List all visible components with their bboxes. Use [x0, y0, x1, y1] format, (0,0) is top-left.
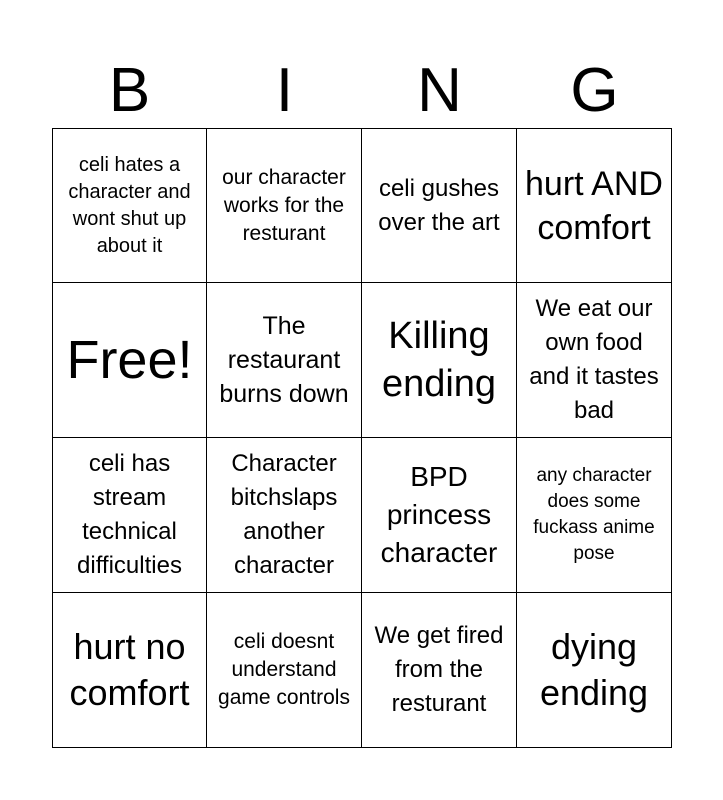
- bingo-cell[interactable]: [52, 128, 207, 283]
- cell-text: Killing ending: [381, 315, 497, 405]
- header-letter-b: B: [108, 56, 151, 125]
- cell-text: celi has stream technical difficulties: [77, 450, 182, 579]
- bingo-cell[interactable]: [207, 593, 362, 748]
- bingo-header: [52, 56, 672, 126]
- bingo-cell[interactable]: [362, 283, 517, 438]
- header-letter-n: N: [417, 56, 462, 125]
- header-letter-i: I: [275, 56, 294, 125]
- free-cell[interactable]: [52, 283, 207, 438]
- cell-text: celi hates a character and wont shut up about it: [68, 153, 191, 257]
- bingo-cell[interactable]: [517, 438, 672, 593]
- cell-text: our character works for the resturant: [222, 165, 346, 245]
- cell-text: Character bitchslaps another character: [230, 450, 338, 579]
- bingo-cell[interactable]: [52, 438, 207, 593]
- bingo-cell[interactable]: [52, 593, 207, 748]
- cell-text: celi gushes over the art: [378, 174, 500, 236]
- bingo-cell[interactable]: [362, 438, 517, 593]
- bingo-board: [52, 128, 672, 748]
- bingo-cell[interactable]: [207, 128, 362, 283]
- bingo-cell[interactable]: [517, 283, 672, 438]
- cell-text: We get fired from the resturant: [374, 622, 504, 717]
- bingo-cell[interactable]: [517, 128, 672, 283]
- bingo-cell[interactable]: [362, 128, 517, 283]
- cell-text: We eat our own food and it tastes bad: [529, 295, 659, 424]
- bingo-cell[interactable]: [362, 593, 517, 748]
- bingo-cell[interactable]: [207, 283, 362, 438]
- cell-text: celi doesnt understand game controls: [218, 630, 350, 709]
- cell-text: The restaurant burns down: [219, 312, 349, 408]
- cell-text: any character does some fuckass anime pose: [533, 465, 655, 564]
- bingo-cell[interactable]: [517, 593, 672, 748]
- cell-text: BPD princess character: [380, 461, 498, 568]
- cell-text: Free!: [66, 330, 193, 390]
- cell-text: hurt no comfort: [69, 626, 190, 713]
- cell-text: dying ending: [539, 626, 649, 713]
- bingo-cell[interactable]: [207, 438, 362, 593]
- header-letter-g: G: [570, 56, 619, 125]
- cell-text: hurt AND comfort: [525, 164, 663, 247]
